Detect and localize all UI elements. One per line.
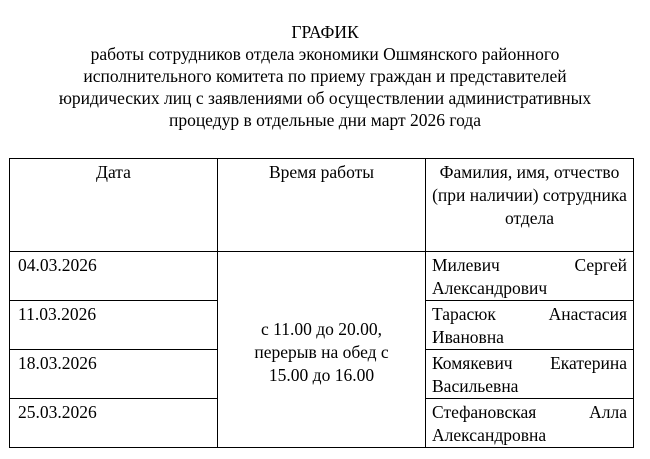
employee-surname: Милевич xyxy=(432,255,500,275)
subtitle-line: исполнительного комитета по приему граждан и представителей xyxy=(83,66,567,86)
subtitle-line: процедур в отдельные дни март 2026 года xyxy=(168,110,482,130)
date-cell: 25.03.2026 xyxy=(10,399,218,448)
employee-surname: Стефановская xyxy=(432,402,537,422)
employee-first-name: Екатерина xyxy=(550,353,627,373)
subtitle-line: юридических лиц с заявлениями об осуществлении административных xyxy=(58,88,592,108)
employee-name-cell xyxy=(426,301,634,350)
employee-first-name: Сергей xyxy=(574,255,627,275)
work-time-cell: с 11.00 до 20.00, перерыв на обед с 15.00 до 16.00 xyxy=(218,252,426,448)
date-cell: 18.03.2026 xyxy=(10,350,218,399)
employee-patronymic: Александрович xyxy=(432,278,548,298)
date-cell: 04.03.2026 xyxy=(10,252,218,301)
table-header-row xyxy=(10,159,634,252)
header-date: Дата xyxy=(10,159,218,252)
document-heading xyxy=(0,21,650,131)
employee-patronymic: Александровна xyxy=(432,425,547,445)
schedule-table xyxy=(9,158,634,448)
employee-surname: Тарасюк xyxy=(432,304,496,324)
employee-patronymic: Васильевна xyxy=(432,376,519,396)
header-employee-name: Фамилия, имя, отчество (при наличии) сотрудника отдела xyxy=(426,159,634,252)
document-title: ГРАФИК xyxy=(291,22,359,42)
employee-name-cell xyxy=(426,252,634,301)
employee-patronymic: Ивановна xyxy=(432,327,504,347)
employee-first-name: Алла xyxy=(589,402,627,422)
date-cell: 11.03.2026 xyxy=(10,301,218,350)
table-row xyxy=(10,252,634,301)
header-work-time: Время работы xyxy=(218,159,426,252)
subtitle-line: работы сотрудников отдела экономики Ошмянского районного xyxy=(90,44,560,64)
employee-name-cell xyxy=(426,350,634,399)
employee-first-name: Анастасия xyxy=(548,304,627,324)
employee-surname: Комякевич xyxy=(432,353,513,373)
employee-name-cell xyxy=(426,399,634,448)
